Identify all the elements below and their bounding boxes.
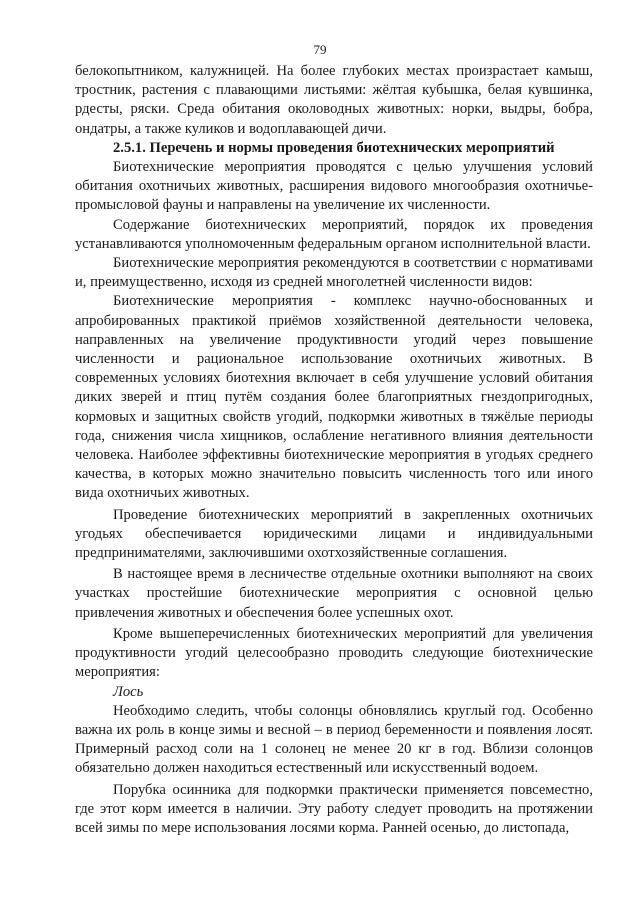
intro-paragraph: белокопытником, калужницей. На более глубоких местах произрастает камыш, тростник, растения с плавающими листьями: жёлтая кубышка, белая кувшинка, рдесты, ряски. Среда обитания околоводных животных: норки, выдры, бобра, ондатры, а также куликов и водоплавающей дичи.: [75, 63, 593, 137]
paragraph-salt-licks: Необходимо следить, чтобы солонцы обновлялись круглый год. Особенно важна их роль в конце зимы и весной – в период беременности и появления лосят. Примерный расход соли на 1 солонец не менее 20 кг в год. Вблизи солонцов обязательно должен находиться естественный или искусственный водоем.: [75, 702, 593, 777]
paragraph-recommendations: Кроме вышеперечисленных биотехнических мероприятий для увеличения продуктивности угодий целесообразно проводить следующие биотехнические мероприятия:: [75, 625, 593, 681]
body-text: [75, 62, 593, 838]
species-subhead: Лось: [113, 683, 144, 700]
page-number: 79: [313, 42, 327, 57]
section-heading: 2.5.1. Перечень и нормы проведения биотехнических мероприятий: [113, 139, 555, 156]
paragraph-aspen-cutting: Порубка осинника для подкормки практически применяется повсеместно, где этот корм имеется в наличии. Эту работу следует проводить на протяжении всей зимы по мере использования лосями корма. Ранней осенью, до листопада,: [75, 781, 593, 836]
paragraph-regulation: Содержание биотехнических мероприятий, порядок их проведения устанавливаются уполномоченным федеральным органом исполнительной власти.: [75, 216, 593, 252]
paragraph-norms: Биотехнические мероприятия рекомендуются в соответствии с нормативами и, преимущественно, исходя из средней многолетней численности видов:: [75, 255, 593, 291]
paragraph-purpose: Биотехнические мероприятия проводятся с целью улучшения условий обитания охотничьих животных, расширения видового многообразия охотничье-промысловой фауны и направлены на увеличение их численности.: [75, 159, 593, 214]
paragraph-definition: Биотехнические мероприятия - комплекс научно-обоснованных и апробированных практикой приёмов хозяйственной деятельности человека, направленных на увеличение продуктивности угодий через повышение численности и рациональное использование охотничьих животных. В современных условиях биотехния включает в себя улучшение условий обитания диких зверей и птиц путём создания более благоприятных гнездопригодных, кормовых и защитных свойств угодий, подкормки животных в тяжёлые периоды года, снижения числа хищников, ослабление негативного влияния деятельности человека. Наиболее эффективны биотехнические мероприятия в угодьях среднего качества, в которых можно значительно повысить численность того или иного вида охотничьих животных.: [75, 293, 593, 502]
paragraph-responsibility: Проведение биотехнических мероприятий в закрепленных охотничьих угодьях обеспечивается юридическими лицами и индивидуальными предпринимателями, заключившими охотхозяйственные соглашения.: [75, 506, 593, 562]
paragraph-current-practice: В настоящее время в лесничестве отдельные охотники выполняют на своих участках простейшие биотехнические мероприятия с основной целью привлечения животных и обеспечения более успешных охот.: [75, 566, 593, 621]
